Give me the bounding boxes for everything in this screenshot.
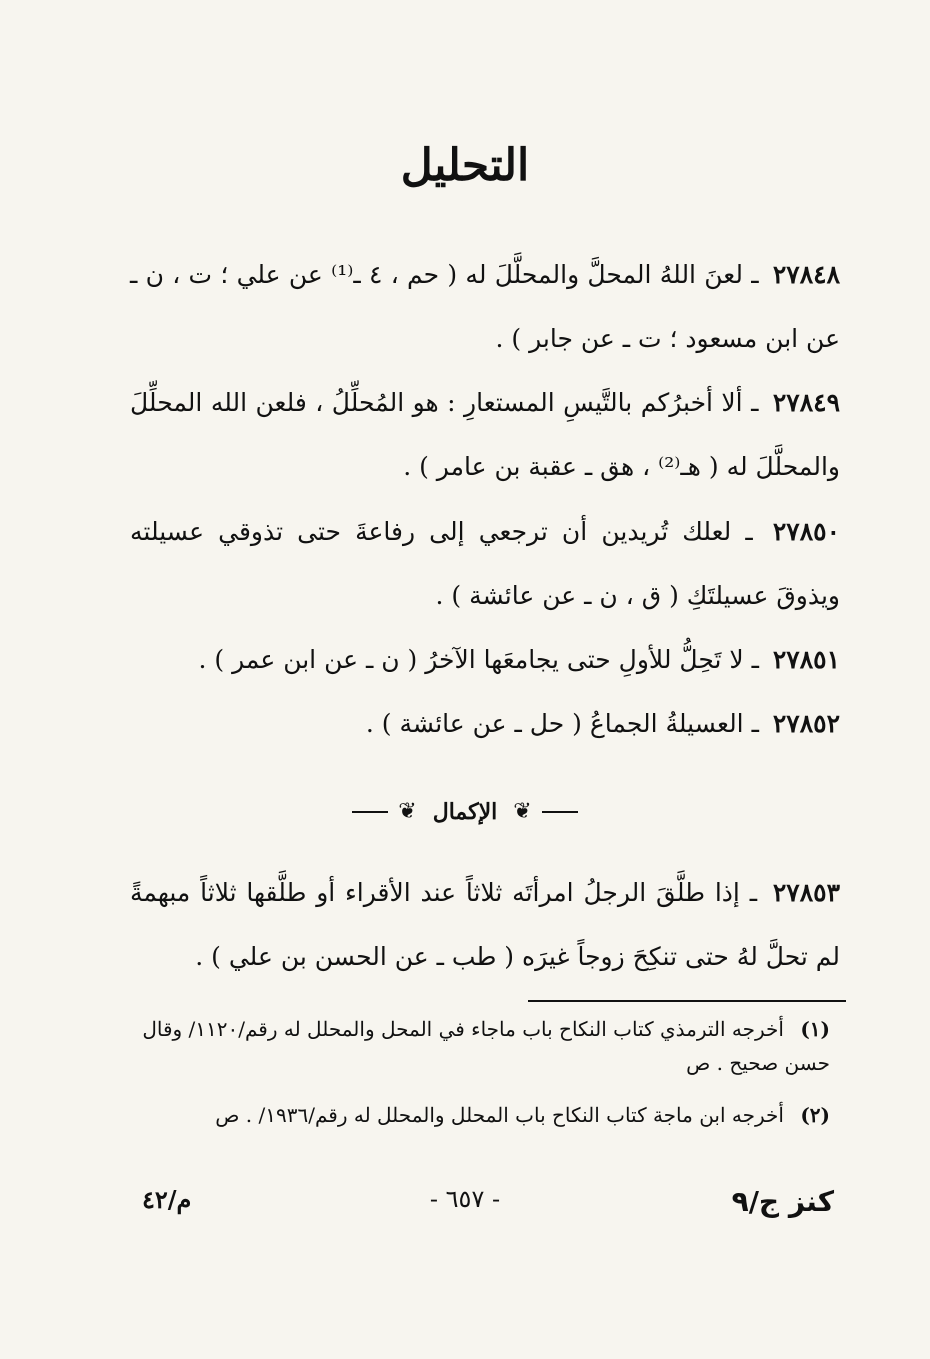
footnote: [140, 1012, 830, 1080]
hadith-text: ـ لعلك تُريدين أن ترجعي إلى رفاعةَ حتى تذوقي عسيلته ويذوقَ عسيلتَكِ ( ق ، ن ـ عن عائشة ) .: [130, 517, 840, 610]
section-label: الإكمال: [432, 799, 498, 825]
hadith-number: ٢٧٨٥٠: [772, 517, 840, 546]
hadith-entry: [130, 500, 840, 628]
footnote-marker: (١): [800, 1017, 830, 1041]
footer-volume: كنز ج/٩: [731, 1185, 834, 1218]
footnote-text: أخرجه ابن ماجة كتاب النكاح باب المحلل والمحلل له رقم/١٩٣٦/ . ص: [215, 1103, 784, 1127]
chapter-title: التحليل: [400, 140, 530, 191]
page-footer: [0, 1185, 930, 1225]
ornament-icon: ❦: [513, 799, 532, 824]
hadith-text: ـ ألا أخبرُكم بالتَّيسِ المستعارِ : هو المُحلِّلُ ، فلعن الله المحلِّلَ والمحلَّلَ له ( هـ⁽²⁾ ، هق ـ عقبة بن عامر ) .: [130, 388, 840, 481]
page-number: - ٦٥٧ -: [429, 1185, 501, 1213]
hadith-entry: [130, 371, 840, 499]
footnote-text: أخرجه الترمذي كتاب النكاح باب ماجاء في المحل والمحلل له رقم/١١٢٠/ وقال حسن صحيح . ص: [142, 1017, 830, 1075]
divider-line: [542, 811, 578, 813]
hadith-text: ـ لا تَحِلُّ للأولِ حتى يجامعَها الآخرُ ( ن ـ عن ابن عمر ) .: [198, 645, 759, 674]
hadith-entry: [130, 861, 840, 989]
hadith-number: ٢٧٨٤٩: [772, 388, 840, 417]
hadith-number: ٢٧٨٥٢: [772, 709, 840, 738]
hadith-text: ـ إذا طلَّقَ الرجلُ امرأتَه ثلاثاً عند الأقراء أو طلَّقها ثلاثاً مبهمةً لم تحلَّ لهُ حتى تنكِحَ زوجاً غيرَه ( طب ـ عن الحسن بن علي ) .: [130, 878, 840, 971]
footnote-rule: [528, 1000, 846, 1002]
footer-signature: م/٤٢: [142, 1185, 192, 1214]
divider-line: [352, 811, 388, 813]
hadith-number: ٢٧٨٥٣: [772, 878, 840, 907]
footnote: [140, 1098, 830, 1132]
hadith-number: ٢٧٨٥١: [772, 645, 840, 674]
hadith-text: ـ لعنَ اللهُ المحلَّ والمحلَّلَ له ( حم ، ٤ ـ⁽¹⁾ عن علي ؛ ت ، ن ـ عن ابن مسعود ؛ ت ـ عن جابر ) .: [130, 260, 840, 353]
footnote-marker: (٢): [800, 1103, 830, 1127]
hadith-entry: [130, 243, 840, 371]
hadith-text: ـ العسيلةُ الجماعُ ( حل ـ عن عائشة ) .: [365, 709, 759, 738]
section-divider: [0, 792, 930, 832]
hadith-number: ٢٧٨٤٨: [772, 260, 840, 289]
ornament-icon: ❦: [398, 799, 417, 824]
hadith-entry: [130, 692, 840, 756]
hadith-entry: [130, 628, 840, 692]
